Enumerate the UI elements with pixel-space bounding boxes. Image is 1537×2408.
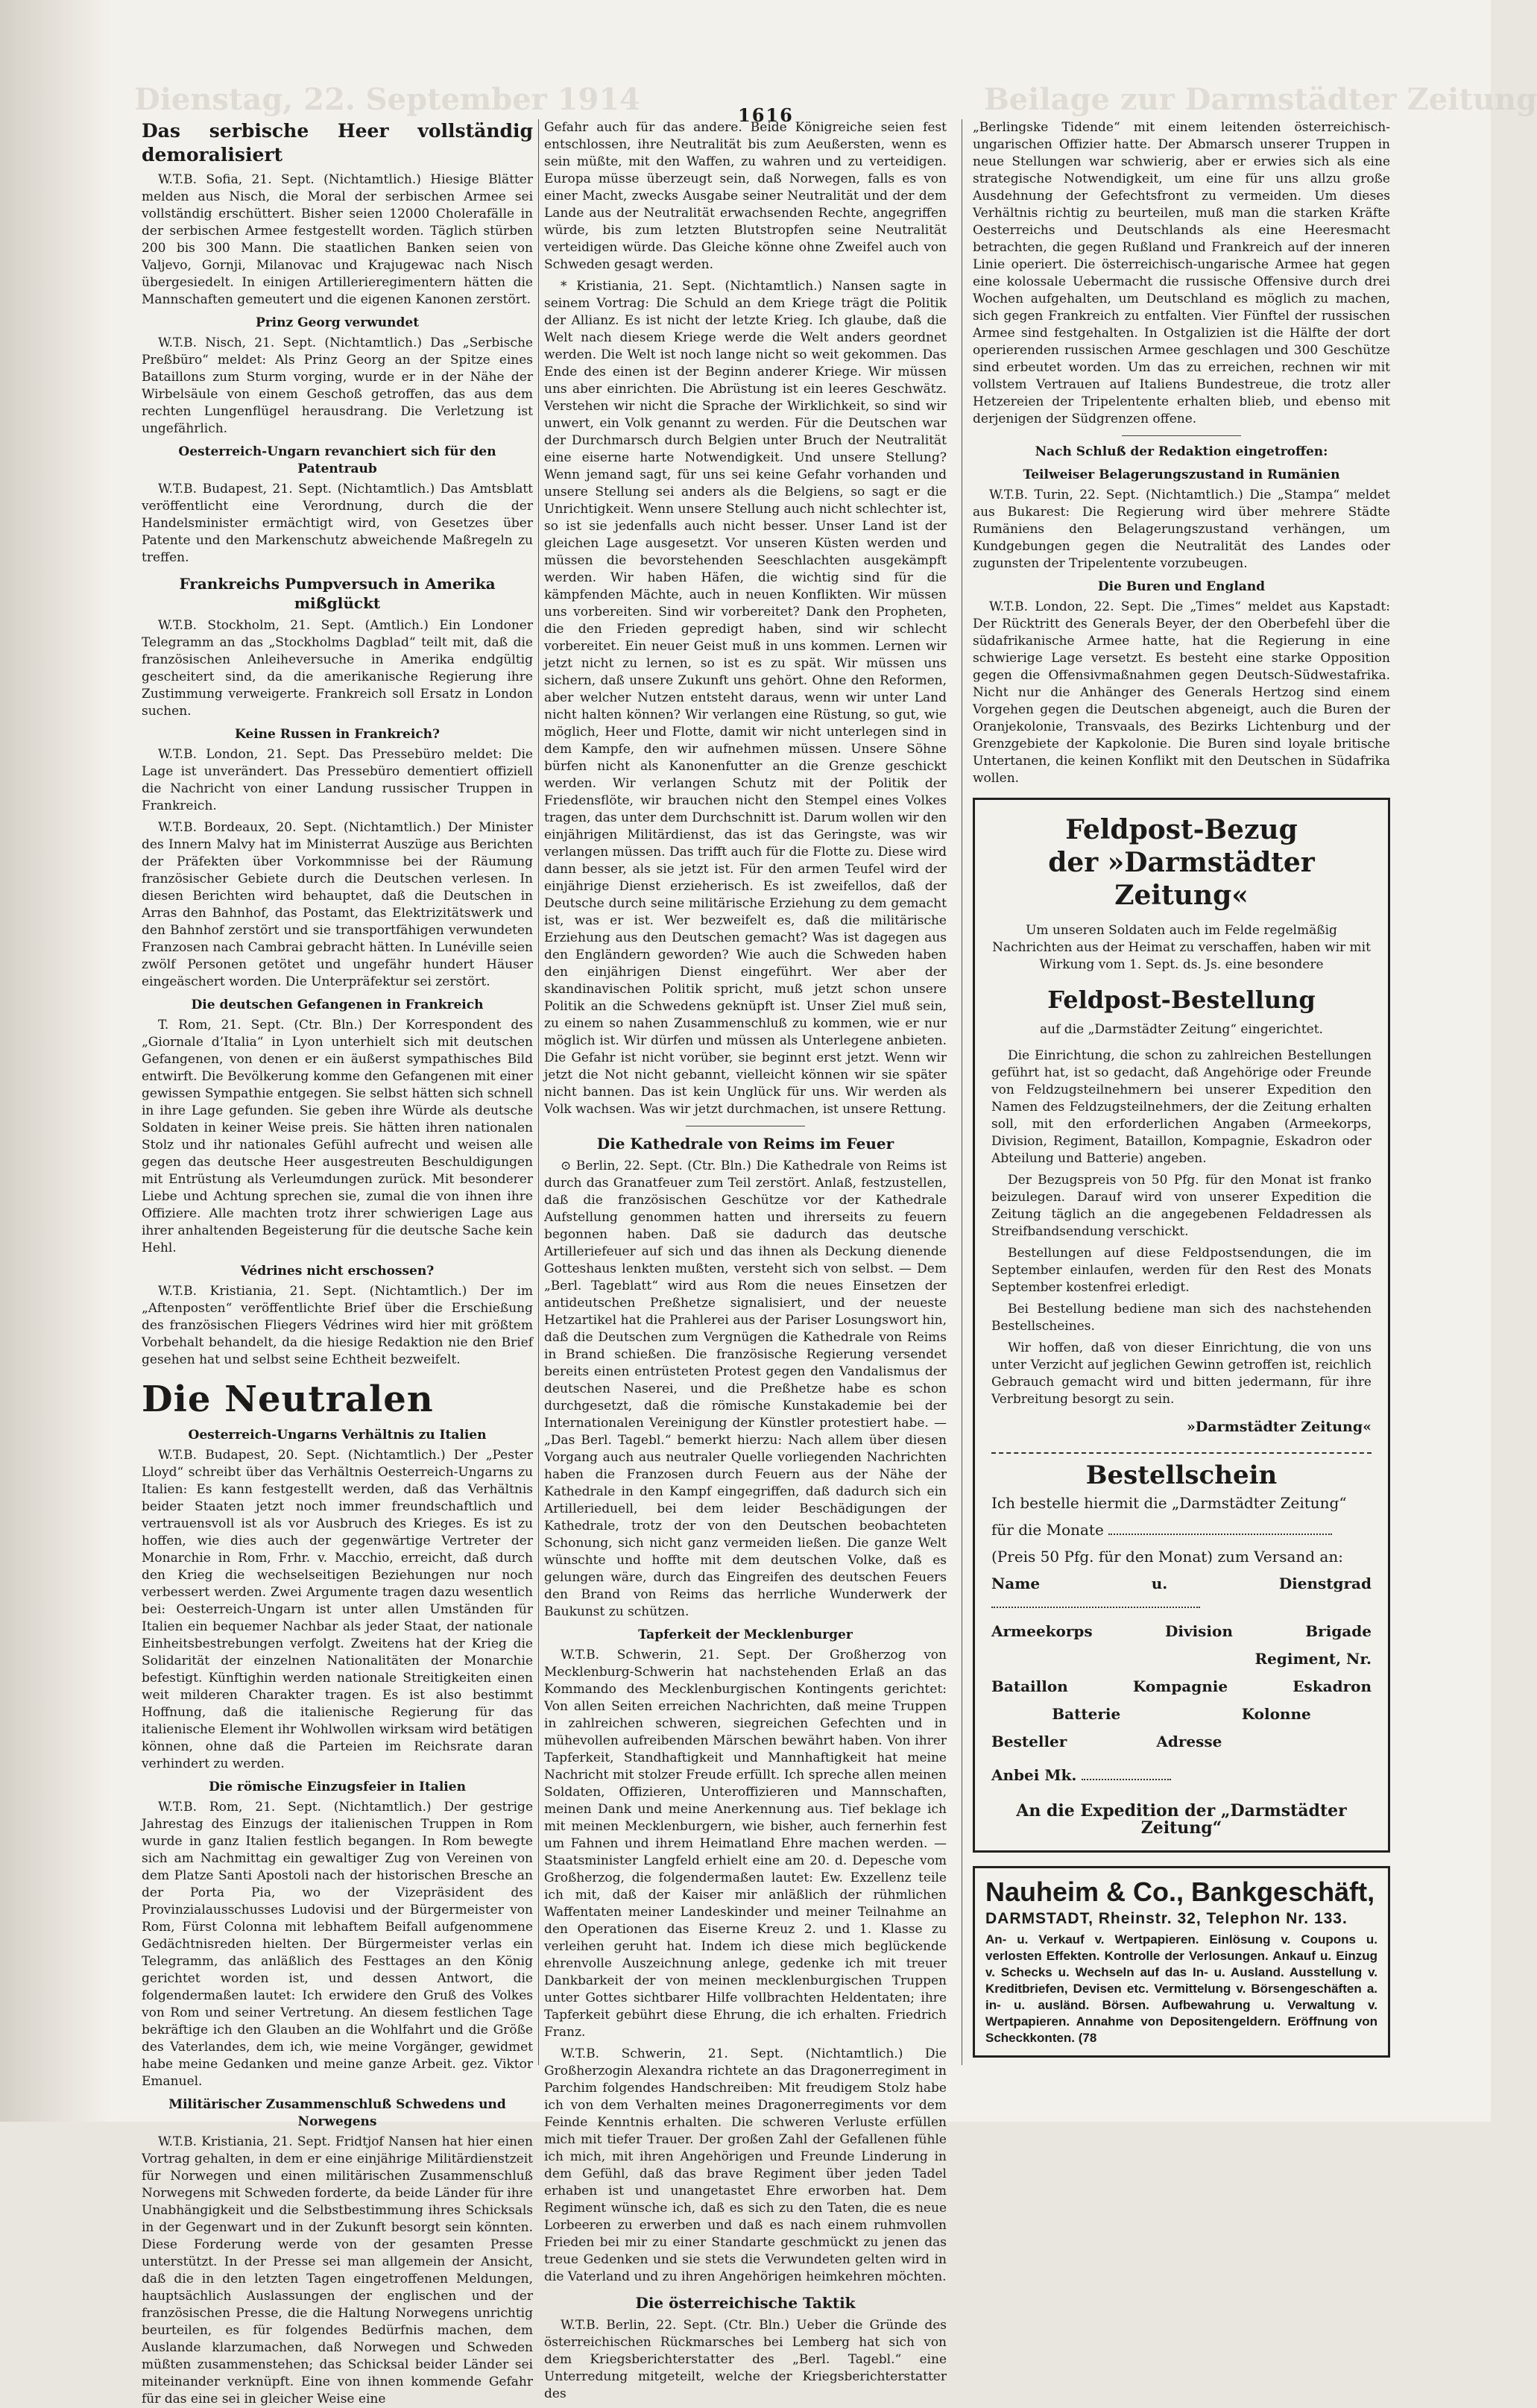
division-label[interactable]: Division bbox=[1165, 1622, 1233, 1640]
article-rome-celebration: W.T.B. Rom, 21. Sept. (Nichtamtlich.) Der gestrige Jahrestag des Einzugs der italienischen Truppen in Rom wurde in ganz Italien festlich begangen. In Rom bewegte sich am Nachmittag ein gewaltiger Zug von Vereinen von dem Platze Santi Apostoli nach der historischen Bresche an der Porta Pia, wo der Vizepräsident des Provinzialausschusses Ludovisi und der Bürgermeister von Rom, Fürst Colonna mit lebhaftem Beifall aufgenommene Gedächtnisreden hielten. Der Bürgermeister verlas ein Telegramm, das anläßlich des Festtages an den König gerichtet worden ist, und dessen Antwort, die folgendermaßen lautet: Ich erwidere den Gruß des Volkes von Rom und seiner Vertretung. An diesem festlichen Tage bekräftige ich den Glauben an die Wohlfahrt und die Größe des Vaterlandes, dem ich, wie meine Vorgänger, gewidmet habe meine Gedanken und meine ganze Arbeit. gez. Viktor Emanuel. bbox=[142, 1800, 533, 2089]
article-continued-right: „Berlingske Tidende“ mit einem leitenden österreichisch-ungarischen Offizier hatte. Der Abmarsch unserer Truppen in neue Stellungen war schwierig, aber er erwies sich als eine strategische Notwendigkeit, um eine für uns allzu große Ausdehnung der Gefechtsfront zu vermeiden. Um dieses Verhältnis richtig zu beurteilen, muß man die starken Kräfte Oesterreichs und Deutschlands als eine Heeresmacht betrachten, die gegen Rußland und Frankreich auf der inneren Linie operiert. Die österreichisch-ungarische Armee hat gegen eine kolossale Uebermacht die russische Offensive durch drei Wochen aufgehalten, um Deutschland es möglich zu machen, sich gegen Frankreich zu entfalten. Vier Fünftel der russischen Armee sind festgehalten. In Ostgalizien ist die Hälfte der dort operierenden russischen Armee geschlagen und 300 Geschütze sind erbeutet worden. Um das zu erreichen, rechnen wir mit vollstem Vertrauen auf Italiens Bundestreue, die trotz aller Hetzereien der Tripelentente erhalten blieb, und ebenso mit derjenigen der Südgrenzen offene. bbox=[973, 120, 1390, 426]
article-nansen: * Kristiania, 21. Sept. (Nichtamtlich.) Nansen sagte in seinem Vortrag: Die Schuld an dem Kriege trägt die Politik der Allianz. Es ist nicht der letzte Krieg. Ich glaube, daß die Welt nach diesem Kriege werde die Welt anders geordnet werden. Die Welt ist noch lange nicht so weit gekommen. Das Ende des einen ist der Beginn anderer Kriege. Wir müssen uns aber einrichten. Die Abrüstung ist ein leeres Geschwätz. Verstehen wir nicht die Sprache der Wirklichkeit, so sind wir unwert, ein Volk genannt zu werden. Für die Deutschen war der Durchmarsch durch Belgien unter Bruch der Neutralität eine eiserne harte Notwendigkeit. Und unsere Stellung? Wenn jemand sagt, für uns sei keine Gefahr vorhanden und unsere Stellung sei anders als die Belgiens, so sagt er die Unrichtigkeit. Wenn unsere Stellung auch nicht schlechter ist, so ist sie jedenfalls auch nicht besser. Unser Land ist der gleichen Lage ausgesetzt. Vor unseren Küsten werden und müssen die bevorstehenden Seeschlachten ausgekämpft werden. Wir haben Häfen, die wichtig sind für die kämpfenden Mächte, auch in neuen Konflikten. Wir müssen uns vorbereiten. Sind wir vorbereitet? Dank den Propheten, die den Frieden gepredigt haben, sind wir schlecht vorbereitet. Ein neuer Geist muß in uns kommen. Lernen wir jetzt nicht zu lernen, so ist es zu spät. Wir müssen uns sichern, daß unsere Zukunft uns gehört. Ohne den Reformen, aber welcher Nutzen entsteht daraus, wenn wir unter Land nicht halten können? Wir verlangen eine Rüstung, so gut, wie möglich, Heer und Flotte, damit wir nicht unterlegen sind in dem Kampfe, den wir aufnehmen müssen. Unsere Söhne bürfen nicht als Kanonenfutter an die Grenze geschickt werden. Wir verlangen Schutz mit der Politik der Friedensflöte, wir brauchen nicht den Stempel eines Volkes tragen, das unter dem Durchschnitt ist. Darum wollen wir den einjährigen Militärdienst, das ist das Geringste, was wir verlangen müssen. Das trifft auch für die Flotte zu. Diese wird dann besser, als sie jetzt ist. Für den armen Teufel wird der einjährige Dienst erzieherisch. Es ist zweifellos, daß der Deutsche durch seine militärische Erziehung zu dem gemacht ist, was er ist. Wer bezweifelt es, daß die militärische Erziehung aus den Deutschen gemacht? Was ist dagegen aus den Engländern geworden? Wie auch die Schweden haben den einjährigen Dienst eingeführt. Wer aber der skandinavischen Politik spricht, muß jetzt schon unsere Politik an die Schwedens geknüpft ist. Unser Ziel muß sein, zu einem so nahen Zusammenschluß zu kommen, wie er nur möglich ist. Wir dürfen und müssen als Unterlegene anbieten. Die Gefahr ist nicht vorüber, sie beginnt erst jetzt. Wenn wir jetzt die Not nicht gebannt, vielleicht können wir sie später nicht bannen. Das ist kein Unglück für uns. Wir werden als Volk wachsen. Was wir jetzt durchmachen, ist unsere Rettung. bbox=[544, 279, 947, 1117]
bank-advertisement bbox=[973, 1866, 1390, 2058]
bleedthrough-header-right: Beilage zur Darmstädter Zeitung bbox=[984, 82, 1537, 117]
article-mecklenburg: W.T.B. Schwerin, 21. Sept. Der Großherzog von Mecklenburg-Schwerin hat nachstehenden Erlaß an das Kommando des Mecklenburgischen Kontingents gerichtet: Von allen Seiten erreichen Nachrichten, daß meine Truppen in zahlreichen schweren, siegreichen Gefechten und in mühevollen aufreibenden Märschen bewährt haben. Von ihrer Tapferkeit, Standhaftigkeit und Mannhaftigkeit hat meine Nachricht mit stolzer Freude erfüllt. Ich spreche allen meinen Soldaten, Offizieren, Unteroffizieren und Mannschaften, meinen Dank und meine Anerkennung aus. Tief beklage ich mit meinen Mecklenburgern, wie bisher, auch fernerhin fest um Fahnen und ihrem Heimatland Ehre machen werden. — Staatsminister Langfeld erhielt eine am 20. d. Depesche vom Großherzog, die folgendermaßen lautet: Ew. Exzellenz teile ich mit, daß der Kaiser mir anläßlich der rühmlichen Waffentaten meiner Landeskinder und meiner Teilnahme an den Operationen das Eiserne Kreuz 2. und 1. Klasse zu verleihen geruht hat. Indem ich diese mich beglückende ehrenvolle Auszeichnung anlege, gedenke ich mit treuer Dankbarkeit der von meinen mecklenburgischen Truppen unter Gottes sichtbarer Hilfe vollbrachten Heldentaten; ihre Tapferkeit gebührt diese Ehrung, die ich erhalten. Friedrich Franz. bbox=[544, 1648, 947, 2040]
article-france-loan: W.T.B. Stockholm, 21. Sept. (Amtlich.) Ein Londoner Telegramm an das „Stockholms Dagblad“ teilt mit, daß die französischen Anleiheversuche in Amerika endgültig gescheitert sind, da die amerikanische Regierung ihre Zustimmung verweigerte. Frankreich soll Ersatz in London suchen. bbox=[142, 618, 533, 719]
headline-patent: Oesterreich-Ungarn revanchiert sich für den Patentraub bbox=[178, 444, 496, 476]
headline-prince-george: Prinz Georg verwundet bbox=[255, 315, 420, 330]
order-form-line-1: Ich bestelle hiermit die „Darmstädter Zeitung“ bbox=[991, 1494, 1347, 1512]
article-prisoners: T. Rom, 21. Sept. (Ctr. Bln.) Der Korrespondent des „Giornale d’Italia“ in Lyon unterhielt sich mit deutschen Gefangenen, von denen er ein äußerst sympathisches Bild entwirft. Die Bevölkerung komme den Gefangenen mit einer gewissen Sympathie entgegen. Sie selbst hätten sich schnell in ihre Lage gefunden. Sie geben ihre Würde als deutsche Soldaten in keiner Weise preis. Sie hätten ihren nationalen Stolz und ihr nationales Gefühl aufrecht und weisen alle gegen das deutsche Heer ausgestreuten Beschuldigungen mit Entrüstung als Verleumdungen zurück. Mit besonderer Liebe und Achtung sprechen sie, zumal die von ihnen ihre Offiziere. Alle machten trotz ihrer schwierigen Lage aus ihrer anhaltenden Begeisterung für die deutsche Sache kein Hehl. bbox=[142, 1018, 533, 1255]
headline-military-union: Militärischer Zusammenschluß Schwedens und Norwegens bbox=[168, 2097, 506, 2129]
order-form-unit-row-3 bbox=[991, 1678, 1372, 1695]
article-boers: W.T.B. London, 22. Sept. Die „Times“ meldet aus Kapstadt: Der Rücktritt des Generals Beyer, der den Oberbefehl über die südafrikanische Armee hatte, hat die Regierung in eine schwierige Lage versetzt. Es besteht eine starke Opposition gegen die Offensivmaßnahmen gegen Deutsch-Südwestafrika. Nicht nur die Anhänger des Generals Hertzog sind einem Vorgehen gegen die Deutschen abgeneigt, auch die Buren der Oranjekolonie, Transvaals, des Bezirks Lichtenburg und der Grenzgebiete der Kapkolonie. Die Buren sind loyale britische Untertanen, die keinen Konflikt mit den Deutschen in Südafrika wollen. bbox=[973, 599, 1390, 786]
headline-prisoners: Die deutschen Gefangenen in Frankreich bbox=[191, 997, 484, 1012]
column-right bbox=[973, 119, 1390, 2058]
amount-label: Anbei Mk. bbox=[991, 1766, 1077, 1784]
article-austria-italy: W.T.B. Budapest, 20. Sept. (Nichtamtlich.) Der „Pester Lloyd“ schreibt über das Verhältnis Oesterreich-Ungarns zu Italien: Es kann festgestellt werden, daß das Verhältnis beider Staaten jetzt noch immer freundschaftlich und vertrauensvoll ist als vor Ausbruch des Krieges. Es ist zu hoffen, wie dies auch der gegenwärtige Vertreter der Monarchie in Rom, Frhr. v. Macchio, erreicht, daß durch den Krieg die wechselseitigen Beziehungen nur noch verbessert werden. Zwei Argumente tragen dazu wesentlich bei: Oesterreich-Ungarn ist unter allen Umständen für Italien ein bequemer Nachbar als jeder Staat, der nationale Einheitsbestrebungen verfolgt. Zweitens hat der Krieg die Solidarität der einzelnen Nationalitäten der Monarchie befestigt. Künftighin werden nationale Streitigkeiten einen weit milderen Charakter tragen. Es ist also bestimmt Hoffnung, daß die italienische Regierung für das italienische Element ihr Wohlwollen wirksam wird betätigen können, ohne daß die Parteien im Reichsrate daran verhindert zu werden. bbox=[142, 1448, 533, 1771]
feldpost-text-3: Bestellungen auf diese Feldpostsendungen, die im September einlaufen, werden für den Rest des Monats September kostenfrei erledigt. bbox=[991, 1246, 1372, 1295]
armeekorps-label[interactable]: Armeekorps bbox=[991, 1622, 1093, 1640]
article-no-russians: W.T.B. London, 21. Sept. Das Pressebüro meldet: Die Lage ist unverändert. Das Pressebüro dementiert offiziell die Nachricht von einer Landung russischer Truppen in Frankreich. bbox=[142, 747, 533, 813]
article-reims: ⊙ Berlin, 22. Sept. (Ctr. Bln.) Die Kathedrale von Reims ist durch das Granatfeuer zum Teil zerstört. Anlaß, festzustellen, daß die französischen Geschütze vor der Kathedrale Aufstellung genommen hatten und ihrerseits zu feuern begonnen haben. Daß sie dadurch das deutsche Artilleriefeuer auf sich und das ihnen als Deckung dienende Gotteshaus lenkten mußten, versteht sich von selbst. — Dem „Berl. Tageblatt“ wird aus Rom die neues Einsetzen der antideutschen Preßhetze signalisiert, und der neueste Hetzartikel hat die Prahlerei aus der Pariser Losungswort hin, daß die Deutschen zum Vergnügen die Kathedrale von Reims in Brand schießen. Die französische Regierung versendet bereits einen entrüsteten Protest gegen den Vandalismus der deutschen Naserei, und die Preßhetze habe es schon durchgesetzt, daß die römische Kunstakademie bei der Internationalen Vereinigung der Künstler protestiert habe. — „Das Berl. Tagebl.“ bemerkt hierzu: Nach allem über diesen Vorgang auch aus neutraler Quelle vorliegenden Nachrichten haben die Franzosen durch Feuern aus der Nähe der Kathedrale in den Kampf eingegriffen, daß dadurch sich ein Artillerieduell, bei dem leider Beschädigungen der Kathedrale, trotz der von den Deutschen beobachteten Schonung, sich nicht ganz vermeiden ließen. Die ganze Welt wünschte und hoffte mit dem deutschen Volke, daß es gelungen wäre, durch das Eingreifen des deutschen Feuers den Brand von Reims das herrliche Wunderwerk der Baukunst zu schützen. bbox=[544, 1159, 947, 1619]
headline-austria-italy: Oesterreich-Ungarns Verhältnis zu Italien bbox=[188, 1428, 487, 1443]
page-binding-shadow bbox=[0, 0, 112, 2122]
article-romania: W.T.B. Turin, 22. Sept. (Nichtamtlich.) Die „Stampa“ meldet aus Bukarest: Die Regierung wird über mehrere Städte Rumäniens den Belagerungszustand verhängen, um Kundgebungen gegen die Neutralität des Landes oder zugunsten der Tripelentente vorzubeugen. bbox=[973, 488, 1390, 571]
article-serbian-army: W.T.B. Sofia, 21. Sept. (Nichtamtlich.) Hiesige Blätter melden aus Nisch, die Moral der serbischen Armee sei vollständig erschüttert. Bisher seien 12000 Cholerafälle in der serbischen Armee festgestellt worden. Täglich stürben 200 bis 300 Mann. Die staatlichen Banken seien von Valjevo, Gornji, Milanovac und Krajugewac nach Nisch übergesiedelt. In einigen Artillerieregimentern hätten die Mannschaften gemeutert und die eigenen Kanonen zerstört. bbox=[142, 172, 533, 307]
column-left bbox=[142, 119, 533, 2407]
feldpost-advertisement bbox=[973, 798, 1390, 1853]
kolonne-label[interactable]: Kolonne bbox=[1241, 1705, 1311, 1723]
bleedthrough-header-left: Dienstag, 22. September 1914 bbox=[134, 82, 640, 117]
article-military-union: W.T.B. Kristiania, 21. Sept. Fridtjof Nansen hat hier einen Vortrag gehalten, in dem er eine einjährige Militärdienstzeit für Norwegen und einen militärischen Zusammenschluß Norwegens mit Schweden forderte, da beide Länder für ihre Unabhängigkeit und die Selbstbestimmung ihres Schicksals in der Gegenwart und in der Zukunft besorgt sein könnten. Diese Forderung werde von der gesamten Presse unterstützt. In der Presse sei man allgemein der Ansicht, daß die in den letzten Tagen eingetroffenen Meldungen, hauptsächlich Auslassungen der englischen und der französischen Presse, die die Haltung Norwegens unrichtig beurteilen, es für folgendes Bedürfnis machen, dem Auslande klarzumachen, daß Norwegen und Schweden müßten zusammenstehen; das Schicksal beider Länder sei miteinander verknüpft. Eine von ihnen kommende Gefahr für das eine sei in gleicher Weise eine bbox=[142, 2134, 533, 2407]
order-form bbox=[991, 1452, 1372, 1837]
amount-field[interactable] bbox=[1082, 1765, 1171, 1780]
feldpost-title: Feldpost-Bezug bbox=[1065, 814, 1298, 845]
months-field[interactable] bbox=[1108, 1520, 1332, 1535]
headline-boers: Die Buren und England bbox=[1097, 579, 1266, 594]
order-form-sender-row bbox=[991, 1733, 1372, 1750]
headline-late-news: Nach Schluß der Redaktion eingetroffen: bbox=[1035, 444, 1328, 459]
feldpost-text-1: Die Einrichtung, die schon zu zahlreichen Bestellungen geführt hat, ist so gedacht, daß Angehörige oder Freunde von Feldzugsteilnehmern bei unserer Expedition den Namen des Feldzugsteilnehmers, der die Zeitung erhalten soll, mit den erforderlichen Angaben (Armeekorps, Division, Regiment, Bataillon, Kompagnie, Eskadron oder Abteilung und Batterie) angeben. bbox=[991, 1048, 1372, 1166]
besteller-label[interactable]: Besteller bbox=[991, 1733, 1067, 1750]
order-form-title: Bestellschein bbox=[1085, 1460, 1278, 1490]
headline-france-loan: Frankreichs Pumpversuch in Amerika mißglückt bbox=[179, 575, 496, 612]
feldpost-order-title: Feldpost-Bestellung bbox=[1047, 986, 1316, 1014]
eskadron-label[interactable]: Eskadron bbox=[1293, 1677, 1372, 1695]
feldpost-subtitle: der »Darmstädter Zeitung« bbox=[1048, 847, 1315, 911]
headline-rome-celebration: Die römische Einzugsfeier in Italien bbox=[209, 1780, 466, 1794]
order-form-months[interactable] bbox=[991, 1520, 1372, 1539]
brigade-label[interactable]: Brigade bbox=[1305, 1622, 1372, 1640]
headline-reims: Die Kathedrale von Reims im Feuer bbox=[596, 1135, 894, 1153]
adresse-label[interactable]: Adresse bbox=[1156, 1733, 1222, 1750]
feldpost-signature: »Darmstädter Zeitung« bbox=[1186, 1419, 1372, 1435]
article-patent: W.T.B. Budapest, 21. Sept. (Nichtamtlich.) Das Amtsblatt veröffentlicht eine Verordnung, durch die der Handelsminister ermächtigt wird, von Gesetzes über Patente und den Markenschutz abweichende Maßregeln zu treffen. bbox=[142, 482, 533, 565]
headline-serbian-army: Das serbische Heer vollständig demoralisiert bbox=[142, 120, 533, 166]
column-middle bbox=[544, 119, 947, 2401]
headline-austrian-tactics: Die österreichische Taktik bbox=[635, 2294, 856, 2312]
bank-name: Nauheim & Co., Bankgeschäft, bbox=[985, 1876, 1375, 1907]
feldpost-text-4: Bei Bestellung bediene man sich des nachstehenden Bestellscheines. bbox=[991, 1302, 1372, 1334]
months-label: für die Monate bbox=[991, 1521, 1104, 1539]
section-title-neutrals: Die Neutralen bbox=[142, 1378, 434, 1420]
order-form-unit-row-4 bbox=[991, 1706, 1372, 1723]
regiment-label[interactable]: Regiment, Nr. bbox=[1254, 1650, 1372, 1668]
order-form-closing: An die Expedition der „Darmstädter Zeitung“ bbox=[1016, 1801, 1347, 1838]
feldpost-text-2: Der Bezugspreis von 50 Pfg. für den Monat ist franko beizulegen. Darauf wird von unserer Expedition die Zeitung täglich an die angegebenen Feldadressen als Streifbandsendung verschickt. bbox=[991, 1173, 1372, 1239]
order-form-name[interactable] bbox=[991, 1574, 1372, 1613]
headline-mecklenburg: Tapferkeit der Mecklenburger bbox=[638, 1627, 853, 1642]
order-form-amount[interactable] bbox=[991, 1765, 1372, 1785]
page-number: 1616 bbox=[738, 104, 794, 126]
article-prince-george: W.T.B. Nisch, 21. Sept. (Nichtamtlich.) Das „Serbische Preßbüro“ meldet: Als Prinz Georg an der Spitze eines Bataillons zum Sturm vorging, wurde er in der Nähe der Wirbelsäule von einem Geschoß getroffen, das aus dem rechten Lungenflügel herausdrang. Die Verletzung ist ungefährlich. bbox=[142, 335, 533, 436]
order-form-unit-row-1 bbox=[991, 1623, 1372, 1640]
order-form-line-3: (Preis 50 Pfg. für den Monat) zum Versand an: bbox=[991, 1548, 1343, 1566]
bank-address: DARMSTADT, Rheinstr. 32, Telephon Nr. 133. bbox=[985, 1910, 1348, 1927]
feldpost-intro: Um unseren Soldaten auch im Felde regelmäßig Nachrichten aus der Heimat zu verschaffen, haben wir mit Wirkung vom 1. Sept. ds. Js. eine besondere bbox=[992, 923, 1371, 972]
batterie-label[interactable]: Batterie bbox=[1052, 1705, 1121, 1723]
bataillon-label[interactable]: Bataillon bbox=[991, 1677, 1068, 1695]
order-form-unit-row-2 bbox=[991, 1651, 1372, 1668]
article-vedrines: W.T.B. Kristiania, 21. Sept. (Nichtamtlich.) Der im „Aftenposten“ veröffentlichte Brief über die Erschießung des französischen Fliegers Védrines wird hier mit größtem Vorbehalt behandelt, da die hiesige Redaktion nie den Brief gesehen hat und selbst seine Echtheit bezweifelt. bbox=[142, 1284, 533, 1367]
kompagnie-label[interactable]: Kompagnie bbox=[1132, 1677, 1228, 1695]
article-mecklenburg-2: W.T.B. Schwerin, 21. Sept. (Nichtamtlich.) Die Großherzogin Alexandra richtete an das Dragonerregiment in Parchim folgendes Handschreiben: Mit freudigem Stolz habe ich von dem Verhalten meines Dragonerregiments vor dem Feinde Kenntnis erhalten. Die schweren Verluste erfüllen mich mit tiefer Trauer. Der großen Zahl der Gefallenen fühle ich mich, mit ihren Angehörigen und Freunde Linderung in dem Gefühl, daß das brave Regiment über jeden Tadel erhaben ist und unangetastet Ehre erworben hat. Dem Regiment wünsche ich, daß es sich zu den Taten, die es neue Lorbeeren zu erwerben und daß es nach einem ruhmvollen Frieden bei mir zu einer Standarte geschmückt zu jenen das treue Gedenken und sie stets die Verwundeten gelten wird in die Vaterland und zu ihren Angehörigen heimkehren möchten. bbox=[544, 2046, 947, 2284]
article-continued: Gefahr auch für das andere. Beide Königreiche seien fest entschlossen, ihre Neutralität bis zum Aeußersten, wenn es sein müßte, mit den Waffen, zu wahren und zu verteidigen. Europa müsse überzeugt sein, daß Norwegen, falls es von einer Macht, zwecks Ausgabe seiner Neutralität und der dem Lande aus der Neutralität erwachsenden Rechte, angegriffen würde, bis zum letzten Blutstropfen seine Neutralität verteidigen würde. Das Gleiche könne ohne Zweifel auch von Schweden gesagt werden. bbox=[544, 120, 947, 272]
headline-no-russians: Keine Russen in Frankreich? bbox=[234, 727, 440, 742]
feldpost-text-5: Wir hoffen, daß von dieser Einrichtung, die von uns unter Verzicht auf jeglichen Gewinn getroffen ist, reichlich Gebrauch gemacht wird und bitten jedermann, für ihre Verbreitung besorgt zu sein. bbox=[991, 1340, 1372, 1407]
bank-services: An- u. Verkauf v. Wertpapieren. Einlösung v. Coupons u. verlosten Effekten. Kontrolle der Verlosungen. Ankauf u. Einzug v. Schecks u. Wechseln auf das In- u. Ausland. Ausstellung v. Kreditbriefen, Devisen etc. Vermittelung v. Börsengeschäften a. in- u. ausländ. Börsen. Aufbewahrung u. Verwaltung v. Wertpapieren. Annahme von Depositengeldern. Eröffnung von Scheckkonten. (78 bbox=[985, 1932, 1377, 2045]
article-austrian-tactics: W.T.B. Berlin, 22. Sept. (Ctr. Bln.) Ueber die Gründe des österreichischen Rückmarsches bei Lemberg hat sich von dem Kriegsberichterstatter des „Berl. Tagebl.“ eine Unterredung mitgeteilt, welche der Kriegsberichterstatter des bbox=[544, 2318, 947, 2401]
column-rule-1 bbox=[538, 119, 539, 2065]
headline-vedrines: Védrines nicht erschossen? bbox=[240, 1264, 435, 1279]
section-divider-right bbox=[1122, 435, 1241, 436]
name-field[interactable] bbox=[991, 1593, 1200, 1608]
feldpost-order-text: auf die „Darmstädter Zeitung“ eingerichtet. bbox=[1040, 1022, 1323, 1037]
article-bordeaux: W.T.B. Bordeaux, 20. Sept. (Nichtamtlich.) Der Minister des Innern Malvy hat im Ministerrat Auszüge aus Berichten der Präfekten über Vorkommnisse bei der Räumung französischer Gebiete durch die Deutschen verlesen. In diesen Berichten wird behauptet, daß die Deutschen in Arras den Bahnhof, das Postamt, das Elektrizitätswerk und den Bahnhof zerstört und sie transportfähigen verwundeten Franzosen nach Cambrai gebracht hätten. In Lunéville seien zwölf Personen getötet und ungefähr hundert Häuser eingeäschert worden. Die Unterpräfektur sei zerstört. bbox=[142, 820, 533, 989]
headline-romania: Teilweiser Belagerungszustand in Rumänien bbox=[1023, 467, 1340, 482]
name-label: Name u. Dienstgrad bbox=[991, 1575, 1372, 1592]
